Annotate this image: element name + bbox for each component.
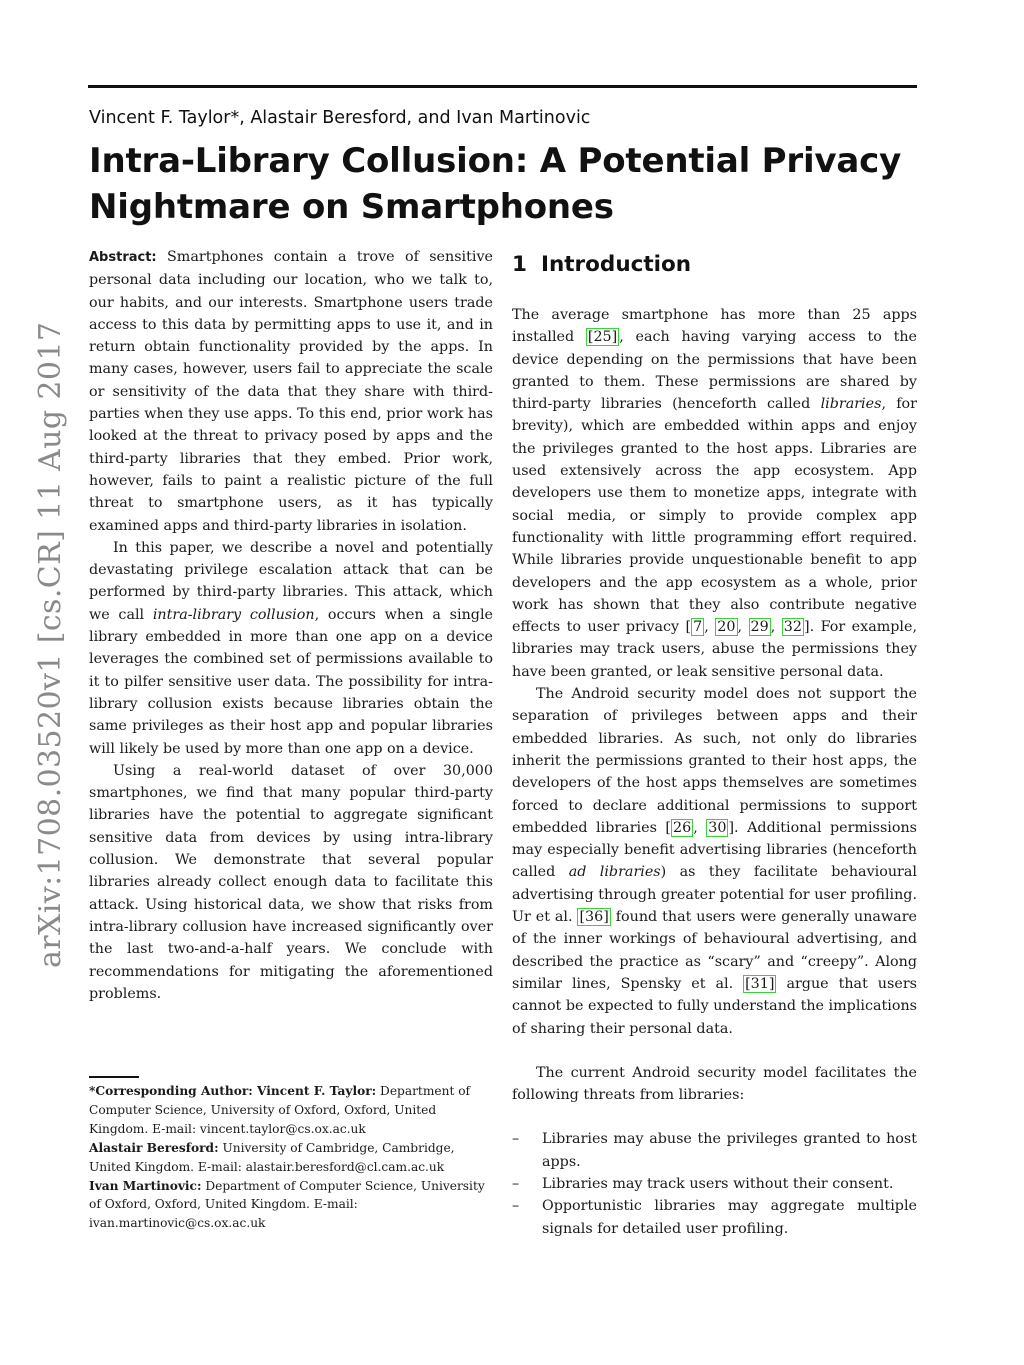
citation-link[interactable]: 20 — [717, 619, 736, 636]
citation-link[interactable]: [36] — [579, 909, 609, 926]
arxiv-identifier[interactable]: arXiv:1708.03520v1 [cs.CR] 11 Aug 2017 — [33, 321, 68, 968]
abstract-column — [89, 246, 493, 1005]
abstract-label: Abstract: — [89, 250, 157, 265]
threat-text: Opportunistic libraries may aggregate multiple signals for detailed user profiling. — [542, 1198, 917, 1237]
intro-text: The average smartphone has more than 25 apps installed — [512, 307, 917, 346]
intro-text: ]. Additional permissions may especially benefit advertising libraries (henceforth called — [512, 819, 918, 881]
intro-paragraph-2: The Android security model does not support the separation of privileges between apps and their embedded libraries. As such, not only do libraries inherit the permissions granted to their host apps, the developers of the host apps themselves are sometimes forced to declare additional permissions to support embedded libraries [ 26 , 30 ]. Additional permissions may especially benefit advertising libraries (henceforth called ad libraries) as they facilitate behavioural advertising through greater potential for user profiling. Ur et al. [36] found that users were generally unaware of the inner workings of behavioural advertising, and described the practice as “scary” and “creepy”. Along similar lines, Spensky et al. [31] argue that users cannot be expected to fully understand the implications of sharing their personal data. — [512, 686, 918, 1037]
abstract-text-2a: In this paper, we describe a novel and potentially devastating privilege escalation attack that can be performed by third-party libraries. This attack, which we call — [89, 539, 493, 623]
threat-text: Libraries may abuse the privileges granted to host apps. — [542, 1131, 917, 1170]
abstract-term-intra-library-collusion: intra-library collusion — [152, 606, 315, 623]
threat-text: Libraries may track users without their consent. — [542, 1175, 894, 1192]
intro-text: ]. For example, libraries may track users, abuse the permissions they have been granted, or leak sensitive personal data. — [512, 619, 918, 680]
abstract-paragraph-1 — [89, 246, 493, 537]
footnote-author-2-label: Alastair Beresford: — [89, 1140, 219, 1155]
intro-text: The Android security model does not support the separation of privileges between apps and their embedded libraries. As such, not only do libraries inherit the permissions granted to their host apps, the developers of the host apps themselves are sometimes forced to declare additional permissions to support embedded libraries [ — [512, 686, 917, 836]
footnote-author-3-text: Department of Computer Science, University of Oxford, Oxford, United Kingdom. E-mail: ivan.martinovic@cs.ox.ac.uk — [89, 1178, 485, 1231]
list-bullet: – — [512, 1175, 520, 1192]
threat-item — [512, 1195, 917, 1240]
threat-item — [512, 1128, 917, 1173]
footnote-author-3 — [89, 1177, 493, 1234]
intro-text: , each having varying access to the device depending on the permissions that have been granted to them. These permissions are shared by third-party libraries (henceforth called — [512, 329, 917, 413]
intro-term-libraries: libraries — [820, 396, 882, 413]
footnote-rule — [89, 1076, 139, 1078]
section-title: Introduction — [540, 252, 692, 277]
intro-text: argue that users cannot be expected to fully understand the implications of sharing their personal data. — [512, 975, 917, 1037]
intro-paragraph-3: The current Android security model facilitates the following threats from libraries: — [512, 1064, 917, 1104]
citation-link[interactable]: [25] — [587, 329, 618, 346]
footnote-author-2-text: University of Cambridge, Cambridge, United Kingdom. E-mail: alastair.beresford@cl.cam.ac.uk — [89, 1140, 455, 1174]
citation-link[interactable]: 32 — [783, 619, 802, 636]
citation-link[interactable]: 30 — [708, 819, 727, 836]
footnote-corresponding-label: *Corresponding Author: Vincent F. Taylor: — [89, 1084, 377, 1098]
intro-text: , for brevity), which are embedded within apps and enjoy the privileges granted to the host apps. Libraries are used extensively across the app ecosystem. App developers use them to monetize apps, integrate with social media, or simply to provide complex app functionality with little programming effort required. While libraries provide unquestionable benefit to app developers and the app ecosystem as a whole, prior work has shown that they also contribute negative effects to user privacy [ — [512, 396, 917, 636]
abstract-paragraph-3: Using a real-world dataset of over 30,000 smartphones, we find that many popular third-party libraries have the potential to aggregate significant sensitive data from devices by using intra-library collusion. We demonstrate that several popular libraries already collect enough data to facilitate this attack. Using historical data, we show that risks from intra-library collusion have increased significantly over the last two-and-a-half years. We conclude with recommendations for mitigating the aforementioned problems. — [89, 762, 493, 1002]
section-number: 1 — [512, 252, 527, 277]
footnote-corresponding — [89, 1082, 493, 1139]
author-footnotes — [89, 1082, 493, 1233]
intro-term-ad-libraries: ad libraries — [568, 864, 661, 881]
intro-text: ) as they facilitate behavioural advertising through greater potential for user profiling. Ur et al. — [512, 864, 917, 926]
section-heading-introduction — [512, 250, 917, 280]
abstract-text-2b: , occurs when a single library embedded in more than one app on a device leverages the combined set of permissions available to it to pilfer sensitive user data. The possibility for intra-library collusion exists because libraries obtain the same privileges as their host app and popular libraries will likely be used by more than one app on a device. — [89, 606, 493, 757]
author-list: Vincent F. Taylor*, Alastair Beresford, and Ivan Martinovic — [89, 108, 591, 128]
threat-list — [512, 1128, 917, 1239]
citation-link[interactable]: [31] — [745, 975, 775, 992]
citation-link[interactable]: 29 — [750, 619, 769, 636]
intro-paragraph-1: The average smartphone has more than 25 apps installed [25] , each having varying access to the device depending on the permissions that have been granted to them. These permissions are shared by third-party libraries (henceforth called libraries, for brevity), which are embedded within apps and enjoy the privileges granted to the host apps. Libraries are used extensively across the app ecosystem. App developers use them to monetize apps, integrate with social media, or simply to provide complex app functionality with little programming effort required. While libraries provide unquestionable benefit to app developers and the app ecosystem as a whole, prior work has shown that they also contribute negative effects to user privacy [ 7 , 20 , 29 , 32 ]. For example, libraries may track users, abuse the permissions they have been granted, or leak sensitive personal data. — [512, 307, 918, 680]
intro-text: found that users were generally unaware of the inner workings of behavioural advertising, and described the practice as “scary” and “creepy”. Along similar lines, Spensky et al. — [512, 909, 917, 992]
footnote-author-3-label: Ivan Martinovic: — [89, 1178, 202, 1193]
citation-link[interactable]: 26 — [673, 819, 692, 836]
paper-title: Intra-Library Collusion: A Potential Privacy Nightmare on Smartphones — [89, 141, 902, 227]
abstract-text-1: Smartphones contain a trove of sensitive personal data including our location, who we talk to, our habits, and our interests. Smartphone users trade access to this data by permitting apps to use it, and in return obtain functionality provided by the apps. In many cases, however, users fail to appreciate the scale or sensitivity of the data that they share with third-parties when they use apps. To this end, prior work has looked at the threat to privacy posed by apps and the third-party libraries that they embed. Prior work, however, fails to paint a realistic picture of the full threat to smartphone users, as it has typically examined apps and third-party libraries in isolation. — [89, 249, 493, 534]
citation-link[interactable]: 7 — [693, 619, 703, 636]
abstract-paragraph-2 — [89, 537, 493, 760]
introduction-column — [512, 250, 917, 1240]
header-rule — [88, 85, 917, 88]
list-bullet: – — [512, 1198, 520, 1215]
footnote-author-2 — [89, 1139, 493, 1177]
threat-item — [512, 1173, 917, 1195]
list-bullet: – — [512, 1131, 520, 1148]
footnote-corresponding-text: Department of Computer Science, University of Oxford, Oxford, United Kingdom. E-mail: vincent.taylor@cs.ox.ac.uk — [89, 1084, 471, 1136]
